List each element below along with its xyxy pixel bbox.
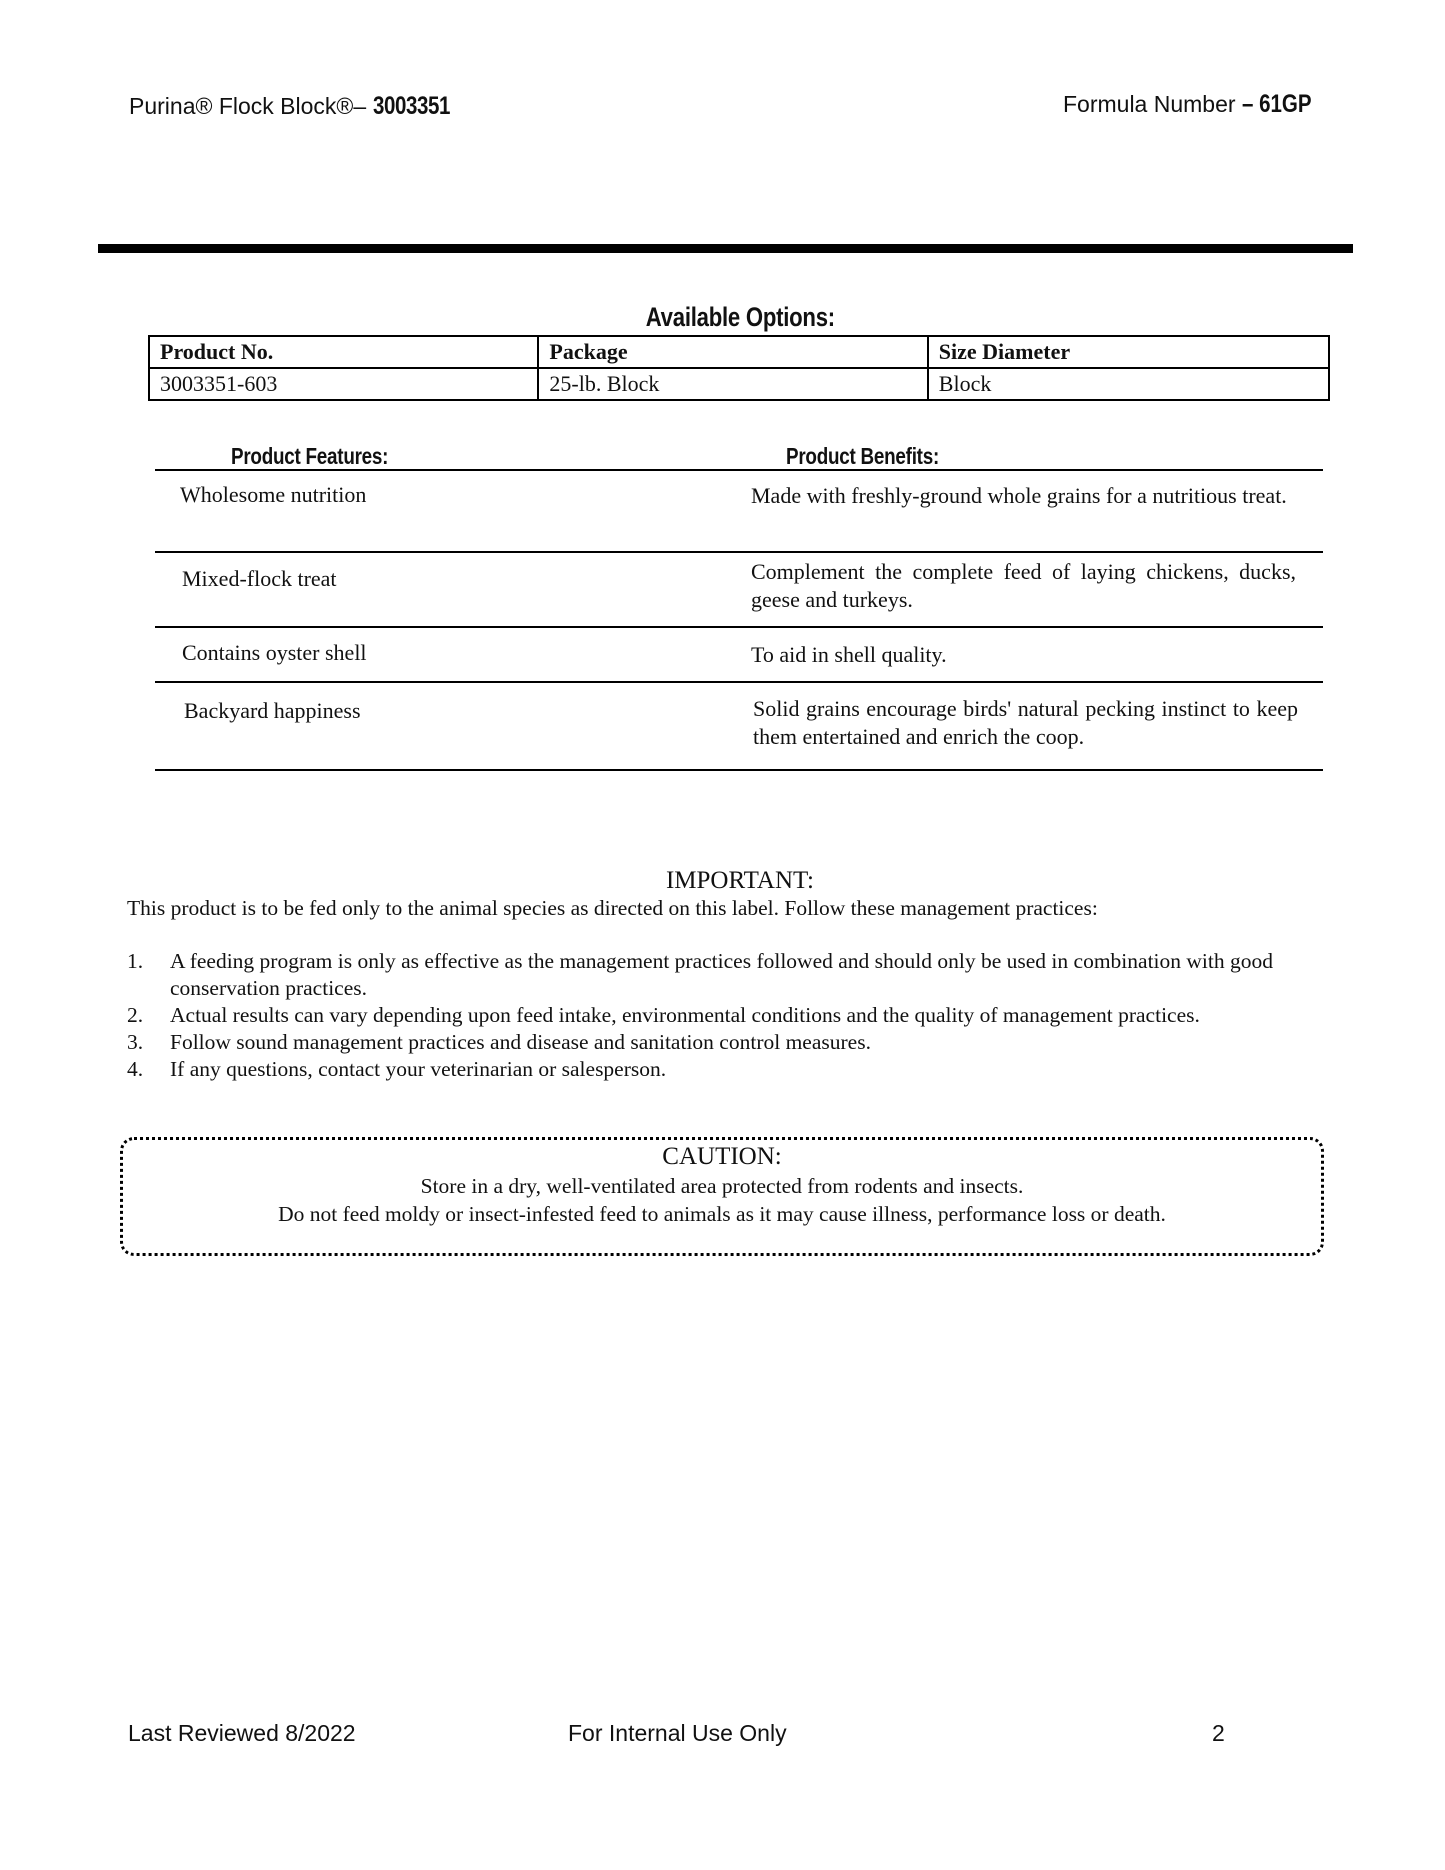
row-divider <box>155 769 1323 771</box>
options-header-row <box>149 336 1329 368</box>
header-rule <box>98 244 1353 253</box>
cell-product-no: 3003351-603 <box>149 368 538 400</box>
features-heading-rule <box>155 469 1323 471</box>
benefit-item: Solid grains encourage birds' natural pecking instinct to keep them entertained and enrich the coop. <box>753 696 1298 749</box>
product-name: Purina® Flock Block®– <box>129 93 373 119</box>
footer-internal: For Internal Use Only <box>568 1720 787 1746</box>
header-formula <box>1063 90 1327 119</box>
col-product-no: Product No. <box>149 336 538 368</box>
header-product <box>129 92 466 121</box>
benefits-heading: Product Benefits: <box>786 443 940 469</box>
options-title: Available Options: <box>645 302 835 332</box>
options-table <box>148 335 1330 401</box>
caution-line: Store in a dry, well-ventilated area protected from rodents and insects. <box>420 1174 1024 1198</box>
features-heading: Product Features: <box>231 443 389 469</box>
feature-item: Contains oyster shell <box>182 640 367 665</box>
col-size-diameter: Size Diameter <box>928 336 1329 368</box>
feature-item: Wholesome nutrition <box>180 482 367 507</box>
benefit-item: Complement the complete feed of laying chickens, ducks, geese and turkeys. <box>751 559 1296 612</box>
list-item: 2. Actual results can vary depending upon feed intake, environmental conditions and the quality of management practices. <box>127 1003 1200 1027</box>
caution-title: CAUTION: <box>662 1143 782 1170</box>
benefit-item: To aid in shell quality. <box>751 642 947 667</box>
benefit-item: Made with freshly-ground whole grains for a nutritious treat. <box>751 483 1287 508</box>
row-divider <box>155 681 1323 683</box>
important-list <box>127 948 1342 1083</box>
footer-reviewed: Last Reviewed 8/2022 <box>128 1720 356 1746</box>
row-divider <box>155 626 1323 628</box>
important-intro: This product is to be fed only to the animal species as directed on this label. Follow these management practices: <box>127 896 1098 920</box>
row-divider <box>155 551 1323 553</box>
cell-size: Block <box>928 368 1329 400</box>
col-package: Package <box>538 336 927 368</box>
caution-box <box>120 1137 1324 1256</box>
feature-item: Backyard happiness <box>184 698 361 723</box>
page-number: 2 <box>1212 1720 1225 1746</box>
feature-item: Mixed-flock treat <box>182 566 337 591</box>
list-item: 3. Follow sound management practices and disease and sanitation control measures. <box>127 1030 871 1054</box>
list-item: 4. If any questions, contact your veterinarian or salesperson. <box>127 1057 667 1081</box>
cell-package: 25-lb. Block <box>538 368 927 400</box>
formula-label: Formula Number <box>1063 91 1242 117</box>
table-row <box>149 368 1329 400</box>
caution-line: Do not feed moldy or insect-infested feed to animals as it may cause illness, performance loss or death. <box>278 1202 1166 1226</box>
formula-code: – 61GP <box>1241 90 1312 118</box>
important-title: IMPORTANT: <box>665 867 815 894</box>
list-item: 1. A feeding program is only as effective as the management practices followed and should only be used in combination with good conservation practices. <box>127 949 1273 1000</box>
product-code: 3003351 <box>372 92 450 120</box>
